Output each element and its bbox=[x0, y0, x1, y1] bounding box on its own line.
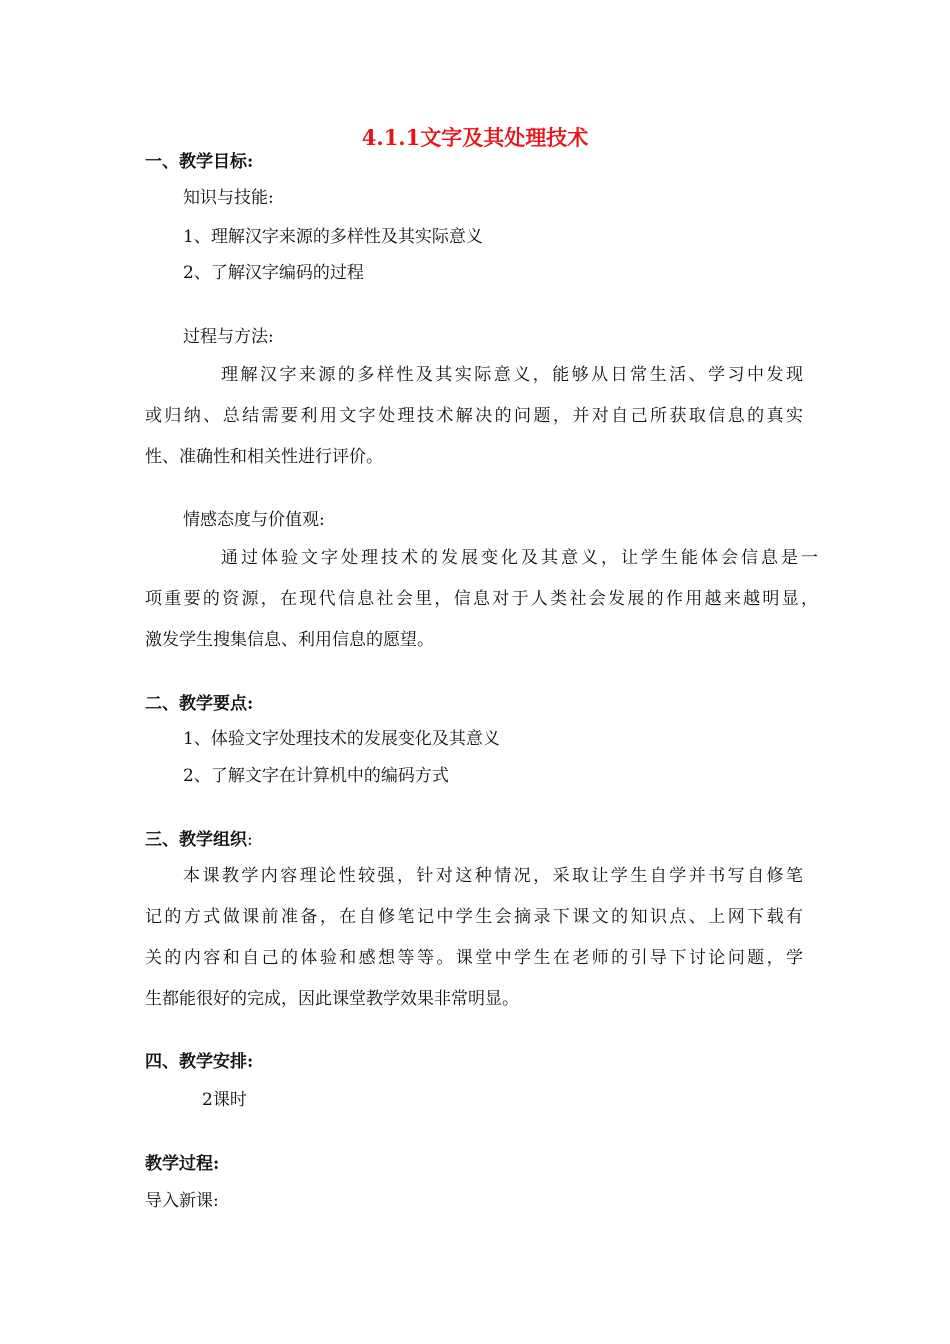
section-heading-objectives: 一、教学目标: bbox=[145, 152, 254, 172]
paragraph-line: 生都能很好的完成，因此课堂教学效果非常明显。 bbox=[145, 989, 519, 1009]
section-heading-key-points: 二、教学要点: bbox=[145, 694, 254, 714]
schedule-text: 2课时 bbox=[202, 1090, 247, 1110]
paragraph-line: 激发学生搜集信息、利用信息的愿望。 bbox=[145, 630, 434, 650]
paragraph-line: 关的内容和自己的体验和感想等等。课堂中学生在老师的引导下讨论问题，学 bbox=[145, 948, 803, 968]
paragraph-line: 本课教学内容理论性较强，针对这种情况，采取让学生自学并书写自修笔 bbox=[183, 866, 803, 886]
knowledge-item: 1、理解汉字来源的多样性及其实际意义 bbox=[183, 227, 483, 247]
section-heading-organization bbox=[145, 828, 253, 852]
paragraph-line: 项重要的资源，在现代信息社会里，信息对于人类社会发展的作用越来越明显， bbox=[145, 589, 818, 609]
document-title: 4.1.1文字及其处理技术 bbox=[361, 125, 589, 150]
process-label: 过程与方法: bbox=[183, 327, 274, 347]
paragraph-line: 理解汉字来源的多样性及其实际意义，能够从日常生活、学习中发现 bbox=[221, 365, 803, 385]
paragraph-line: 性、准确性和相关性进行评价。 bbox=[145, 447, 383, 467]
paragraph-line: 通过体验文字处理技术的发展变化及其意义，让学生能体会信息是一 bbox=[221, 548, 818, 568]
key-point-item: 1、体验文字处理技术的发展变化及其意义 bbox=[183, 729, 500, 749]
knowledge-item: 2、了解汉字编码的过程 bbox=[183, 263, 364, 283]
key-point-item: 2、了解文字在计算机中的编码方式 bbox=[183, 766, 449, 786]
paragraph-line: 或归纳、总结需要利用文字处理技术解决的问题，并对自己所获取信息的真实 bbox=[145, 406, 803, 426]
intro-label: 导入新课: bbox=[145, 1191, 219, 1211]
emotion-label: 情感态度与价值观: bbox=[183, 510, 325, 530]
section-heading-schedule: 四、教学安排: bbox=[145, 1052, 254, 1072]
organization-heading-colon: : bbox=[247, 830, 253, 850]
paragraph-line: 记的方式做课前准备，在自修笔记中学生会摘录下课文的知识点、上网下载有 bbox=[145, 907, 803, 927]
section-heading-teaching-process: 教学过程: bbox=[145, 1154, 220, 1174]
knowledge-label: 知识与技能: bbox=[183, 188, 274, 208]
organization-heading-text: 三、教学组织 bbox=[145, 830, 247, 850]
